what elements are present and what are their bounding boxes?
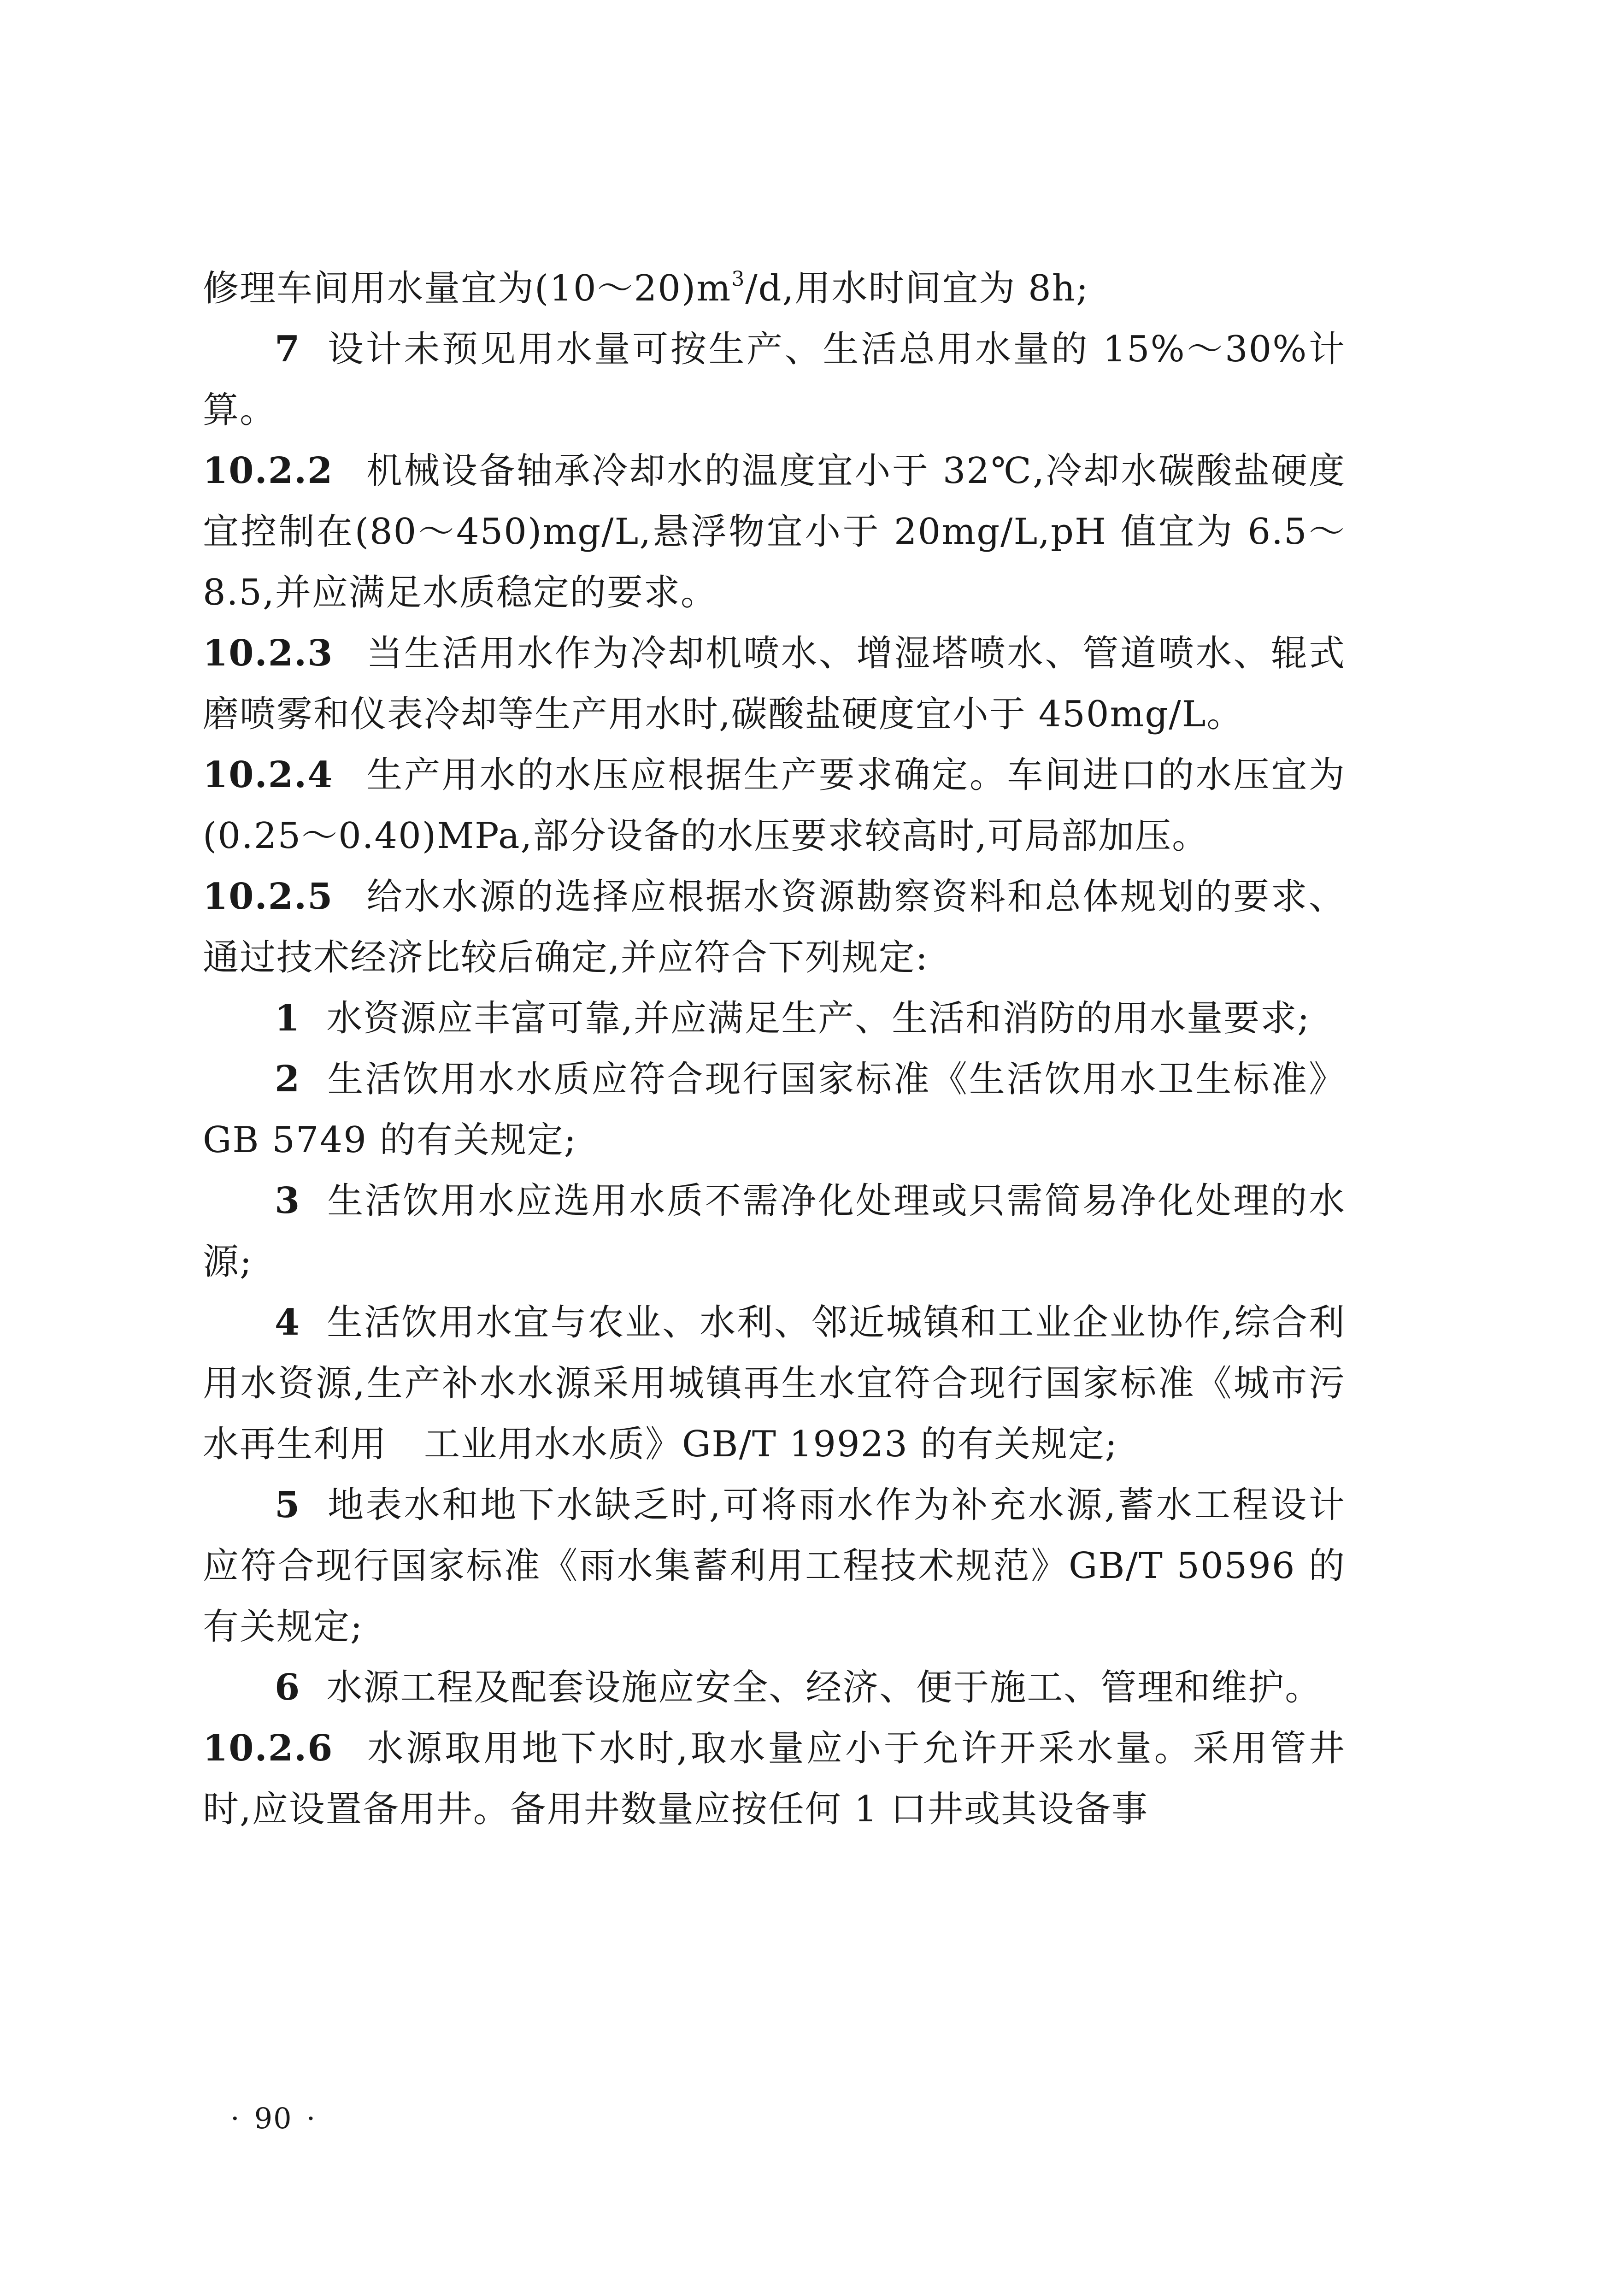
list-item-2 [203,1049,1346,1171]
item-text: 设计未预见用水量可按生产、生活总用水量的 15%～30%计算。 [203,329,1346,431]
clause-10-2-4 [203,745,1346,866]
list-item-6 [203,1657,1346,1718]
clause-number: 10.2.6 [203,1727,334,1769]
clause-number: 10.2.2 [203,450,334,492]
list-item-5 [203,1475,1346,1657]
paragraph-continuation [203,258,1346,319]
item-text: 水源工程及配套设施应安全、经济、便于施工、管理和维护。 [326,1667,1322,1708]
item-text: 水资源应丰富可靠,并应满足生产、生活和消防的用水量要求; [326,998,1311,1039]
body-text [203,258,1346,1840]
list-item-4 [203,1292,1346,1475]
item-number: 4 [275,1301,301,1343]
clause-text: 给水水源的选择应根据水资源勘察资料和总体规划的要求、通过技术经济比较后确定,并应符合下列规定: [203,876,1346,978]
item-number: 3 [275,1180,301,1222]
list-item-1 [203,988,1346,1049]
list-item-3 [203,1171,1346,1292]
clause-number: 10.2.3 [203,632,334,674]
item-number: 6 [275,1666,301,1708]
clause-text: 水源取用地下水时,取水量应小于允许开采水量。采用管井时,应设置备用井。备用井数量应按任何 1 口井或其设备事 [203,1728,1346,1830]
item-number: 2 [275,1058,301,1100]
clause-10-2-6 [203,1718,1346,1840]
item-number: 1 [275,997,301,1039]
page-number [217,2102,330,2135]
item-text: 生活饮用水水质应符合现行国家标准《生活饮用水卫生标准》GB 5749 的有关规定; [203,1059,1346,1161]
clause-text: 机械设备轴承冷却水的温度宜小于 32℃,冷却水碳酸盐硬度宜控制在(80～450)mg/L,悬浮物宜小于 20mg/L,pH 值宜为 6.5～8.5,并应满足水质稳定的要求。 [203,450,1346,613]
clause-number: 10.2.4 [203,754,334,796]
item-number: 7 [275,328,301,370]
item-number: 5 [275,1484,301,1526]
continuation-text: 修理车间用水量宜为(10～20)m [203,268,732,309]
page-number-dot-left: · [230,2102,241,2135]
clause-10-2-3 [203,623,1346,745]
list-item-7 [203,319,1346,441]
item-text: 地表水和地下水缺乏时,可将雨水作为补充水源,蓄水工程设计应符合现行国家标准《雨水集蓄利用工程技术规范》GB/T 50596 的有关规定; [203,1484,1346,1648]
item-text: 生活饮用水应选用水质不需净化处理或只需简易净化处理的水源; [203,1180,1346,1283]
continuation-text-end: /d,用水时间宜为 8h; [745,268,1089,309]
item-text: 生活饮用水宜与农业、水利、邻近城镇和工业企业协作,综合利用水资源,生产补水水源采用城镇再生水宜符合现行国家标准《城市污水再生利用 工业用水水质》GB/T 19923 的有关规定; [203,1302,1346,1465]
superscript: 3 [731,267,746,291]
clause-text: 当生活用水作为冷却机喷水、增湿塔喷水、管道喷水、辊式磨喷雾和仪表冷却等生产用水时,碳酸盐硬度宜小于 450mg/L。 [203,633,1346,735]
clause-10-2-5 [203,866,1346,988]
page-number-value: 90 [254,2102,293,2135]
page-number-dot-right: · [306,2102,317,2135]
clause-text: 生产用水的水压应根据生产要求确定。车间进口的水压宜为(0.25～0.40)MPa,部分设备的水压要求较高时,可局部加压。 [203,754,1346,857]
clause-10-2-2 [203,441,1346,623]
clause-number: 10.2.5 [203,876,334,918]
